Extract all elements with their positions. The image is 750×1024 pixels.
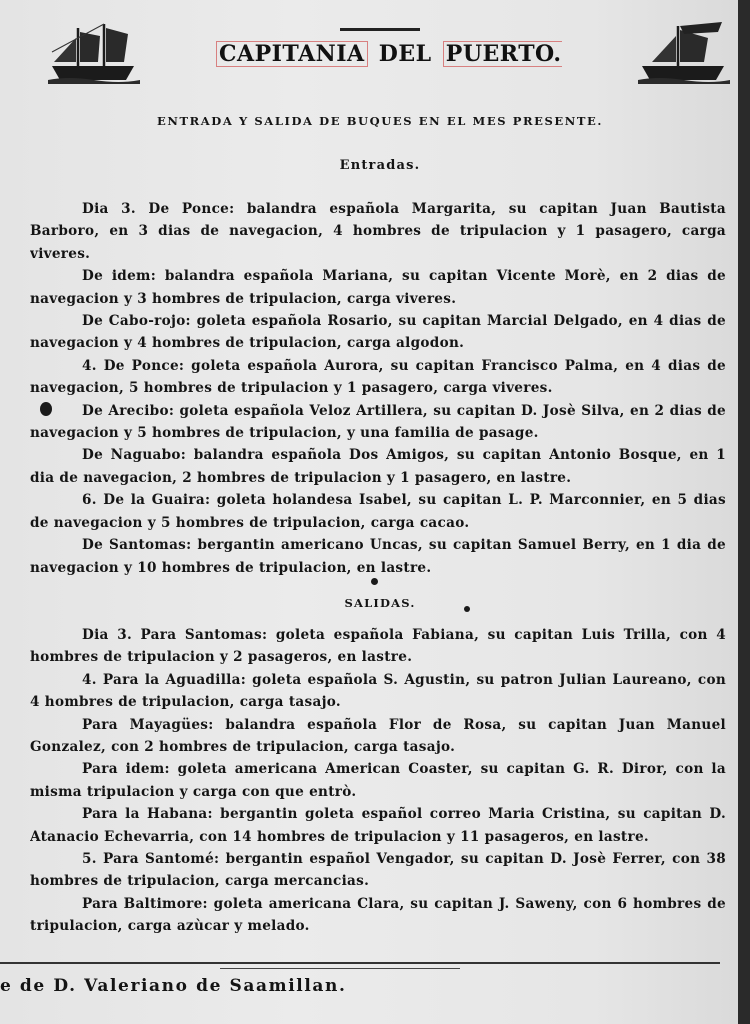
salida-entry: 4. Para la Aguadilla: goleta española S. Agustin, su patron Julian Laureano, con 4 hombres de tripulacion, carga tasajo. [30,671,726,711]
salida-entry: 5. Para Santomé: bergantin español Vengador, su capitan D. Josè Ferrer, con 38 hombres de tripulacion, carga mercancias. [30,851,726,890]
masthead-title [216,40,562,68]
salida-entry: Para idem: goleta americana American Coaster, su capitan G. R. Diror, con la misma tripulacion y carga con que entrò. [30,761,726,800]
sailing-ship-icon [48,22,140,84]
title-word: CAPITANIA [216,41,368,67]
title-word: DEL [378,41,432,67]
entrada-entry: 6. De la Guaira: goleta holandesa Isabel, su capitan L. P. Marconnier, en 5 dias de navegacion y 5 hombres de tripulacion, carga cacao. [30,492,726,531]
salida-entry: Dia 3. Para Santomas: goleta española Fabiana, su capitan Luis Trilla, con 4 hombres de tripulacion y 2 pasageros, en lastre. [30,627,726,666]
entrada-entry: Dia 3. De Ponce: balandra española Margarita, su capitan Juan Bautista Barboro, en 3 dias de navegacion, 4 hombres de tripulacion y 1 pasagero, carga viveres. [30,201,726,262]
ink-blot [464,606,470,612]
ink-blot [40,402,52,416]
entrada-entry: De Arecibo: goleta española Veloz Artillera, su capitan D. Josè Silva, en 2 dias de navegacion y 5 hombres de tripulacion, y una familia de pasage. [30,402,726,442]
entrada-entry: De Cabo-rojo: goleta española Rosario, su capitan Marcial Delgado, en 4 dias de navegacion y 4 hombres de tripulacion, carga algodon. [30,313,726,352]
salida-entry: Para la Habana: bergantin goleta español correo Maria Cristina, su capitan D. Atanacio Echevarria, con 14 hombres de tripulacion y 11 pasageros, en lastre. [30,806,726,845]
salida-entry: Para Mayagües: balandra española Flor de Rosa, su capitan Juan Manuel Gonzalez, con 2 hombres de tripulacion, carga tasajo. [30,716,726,756]
bottom-rule-short [220,968,460,969]
entrada-entry: De Naguabo: balandra española Dos Amigos, su capitan Antonio Bosque, en 1 dia de navegacion, 2 hombres de tripulacion y 1 pasagero, en lastre. [30,447,726,486]
salidas-heading: SALIDAS. [344,596,416,610]
entradas-list [30,198,726,578]
entrada-entry: De idem: balandra española Mariana, su capitan Vicente Morè, en 2 dias de navegacion y 3 hombres de tripulacion, carga viveres. [30,268,726,307]
entrada-entry: 4. De Ponce: goleta española Aurora, su capitan Francisco Palma, en 4 dias de navegacion, 5 hombres de tripulacion y 1 pasagero, carga viveres. [30,357,726,397]
top-rule [340,28,420,31]
entradas-heading: Entradas. [339,158,421,173]
entrada-entry: De Santomas: bergantin americano Uncas, su capitan Samuel Berry, en 1 dia de navegacion y 10 hombres de tripulacion, en lastre. [30,537,726,576]
printing-dot [371,578,378,585]
printer-imprint: e de D. Valeriano de Saamillan. [0,976,347,996]
page-edge-shadow [738,0,750,1024]
title-word: PUERTO. [443,41,562,67]
sailing-ship-icon [638,22,730,84]
section-subtitle: ENTRADA Y SALIDA DE BUQUES EN EL MES PRESENTE. [156,114,604,128]
salida-entry: Para Baltimore: goleta americana Clara, su capitan J. Saweny, con 6 hombres de tripulacion, carga azùcar y melado. [30,895,726,935]
bottom-rule [0,962,720,964]
salidas-list [30,624,726,956]
